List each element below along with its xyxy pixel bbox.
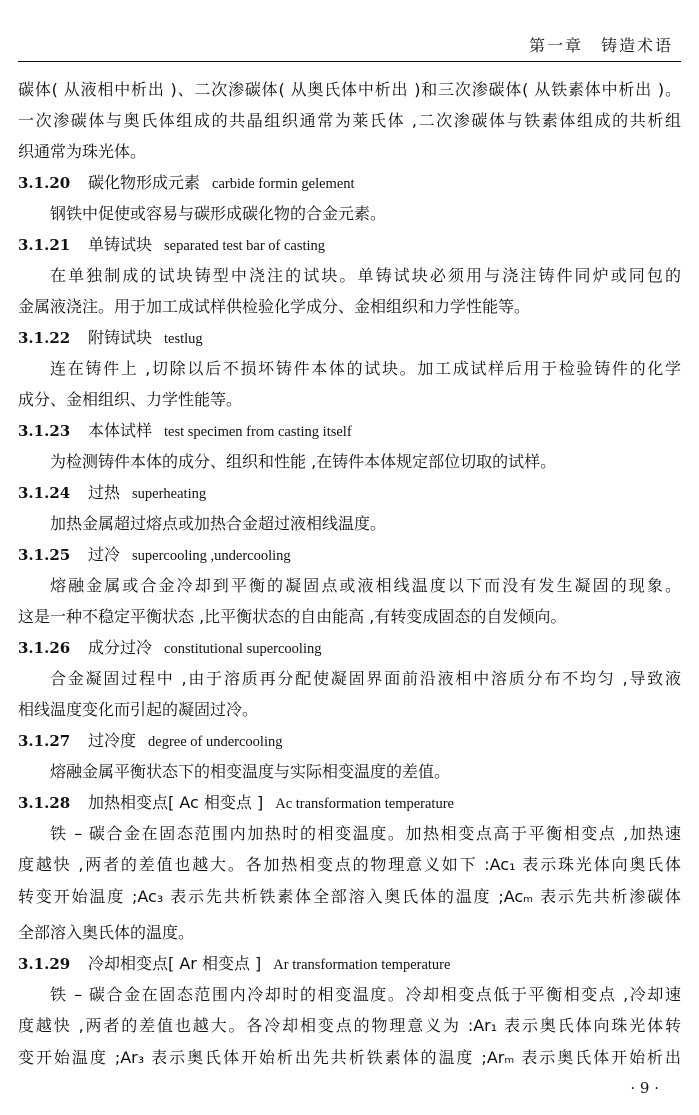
term-entry: [18, 544, 681, 567]
term-number: 3.1.21: [18, 236, 71, 254]
text-line: 在单独制成的试块铸型中浇注的试块。单铸试块必须用与浇注铸件同炉或同包的: [50, 266, 681, 285]
text-line: 转变开始温度 ;Ac₃ 表示先共析铁素体全部溶入奥氏体的温度 ;Acₘ 表示先共析渗碳体: [18, 887, 681, 906]
term-en: supercooling ,undercooling: [132, 548, 291, 564]
term-en: Ar transformation temperature: [273, 957, 451, 973]
term-zh: 成分过冷: [88, 638, 153, 657]
term-zh: 过热: [88, 483, 121, 502]
term-en: constitutional supercooling: [164, 641, 322, 657]
text-line: 相线温度变化而引起的凝固过冷。: [18, 700, 259, 719]
text-line: 度越快 ,两者的差值也越大。各冷却相变点的物理意义为 :Ar₁ 表示奥氏体向珠光体转: [18, 1016, 681, 1035]
term-number: 3.1.24: [18, 484, 71, 502]
text-line: 一次渗碳体与奥氏体组成的共晶组织通常为莱氏体 ,二次渗碳体与铁素体组成的共析组: [18, 111, 681, 130]
term-number: 3.1.22: [18, 329, 71, 347]
text-line: 度越快 ,两者的差值也越大。各加热相变点的物理意义如下 :Ac₁ 表示珠光体向奥氏体: [18, 855, 681, 874]
term-entry: [18, 792, 681, 815]
term-number: 3.1.27: [18, 732, 71, 750]
text-line: 金属液浇注。用于加工成试样供检验化学成分、金相组织和力学性能等。: [18, 297, 531, 316]
term-zh: 过冷度: [88, 731, 137, 750]
term-en: degree of undercooling: [148, 734, 283, 750]
text-line: 熔融金属平衡状态下的相变温度与实际相变温度的差值。: [50, 762, 451, 781]
text-line: 成分、金相组织、力学性能等。: [18, 390, 243, 409]
term-en: superheating: [132, 486, 207, 502]
term-entry: [18, 637, 681, 660]
term-entry: [18, 482, 681, 505]
text-line: 铁 – 碳合金在固态范围内冷却时的相变温度。冷却相变点低于平衡相变点 ,冷却速: [50, 985, 681, 1004]
term-number: 3.1.23: [18, 422, 71, 440]
term-zh: 过冷: [88, 545, 121, 564]
text-line: 加热金属超过熔点或加热合金超过液相线温度。: [50, 514, 387, 533]
text-line: 钢铁中促使或容易与碳形成碳化物的合金元素。: [50, 204, 387, 223]
term-entry: [18, 172, 681, 195]
text-line: 变开始温度 ;Ar₃ 表示奥氏体开始析出先共析铁素体的温度 ;Arₘ 表示奥氏体开始析出: [18, 1048, 681, 1067]
term-zh: 碳化物形成元素: [88, 173, 201, 192]
term-en: test specimen from casting itself: [164, 424, 352, 440]
text-line: 织通常为珠光体。: [18, 142, 147, 161]
term-entry: [18, 420, 681, 443]
term-number: 3.1.29: [18, 955, 71, 973]
term-entry: [18, 730, 681, 753]
term-number: 3.1.20: [18, 174, 71, 192]
term-en: Ac transformation temperature: [275, 796, 454, 812]
text-line: 全部溶入奥氏体的温度。: [18, 923, 195, 942]
term-en: testlug: [164, 331, 203, 347]
text-line: 铁 – 碳合金在固态范围内加热时的相变温度。加热相变点高于平衡相变点 ,加热速: [50, 824, 681, 843]
running-header: [18, 33, 681, 62]
page-number: · 9 ·: [630, 1079, 659, 1097]
term-zh: 本体试样: [88, 421, 153, 440]
text-line: 为检测铸件本体的成分、组织和性能 ,在铸件本体规定部位切取的试样。: [50, 452, 557, 471]
term-number: 3.1.28: [18, 794, 71, 812]
term-zh: 单铸试块: [88, 235, 153, 254]
term-zh: 冷却相变点[ Ar 相变点 ]: [88, 954, 262, 973]
term-entry: [18, 327, 681, 350]
text-line: 这是一种不稳定平衡状态 ,比平衡状态的自由能高 ,有转变成固态的自发倾向。: [18, 607, 567, 626]
text-line: 合金凝固过程中 ,由于溶质再分配使凝固界面前沿液相中溶质分布不均匀 ,导致液: [50, 669, 681, 688]
term-zh: 附铸试块: [88, 328, 153, 347]
term-number: 3.1.25: [18, 546, 71, 564]
term-en: separated test bar of casting: [164, 238, 326, 254]
term-en: carbide formin gelement: [212, 176, 355, 192]
text-line: 连在铸件上 ,切除以后不损坏铸件本体的试块。加工成试样后用于检验铸件的化学: [50, 359, 681, 378]
header-title: 第一章 铸造术语: [528, 36, 673, 55]
term-number: 3.1.26: [18, 639, 71, 657]
term-entry: [18, 234, 681, 257]
term-entry: [18, 953, 681, 976]
text-line: 碳体( 从液相中析出 )、二次渗碳体( 从奥氏体中析出 )和三次渗碳体( 从铁素体中析出 )。: [18, 80, 681, 99]
term-zh: 加热相变点[ Ac 相变点 ]: [88, 793, 264, 812]
text-line: 熔融金属或合金冷却到平衡的凝固点或液相线温度以下而没有发生凝固的现象。: [50, 576, 681, 595]
